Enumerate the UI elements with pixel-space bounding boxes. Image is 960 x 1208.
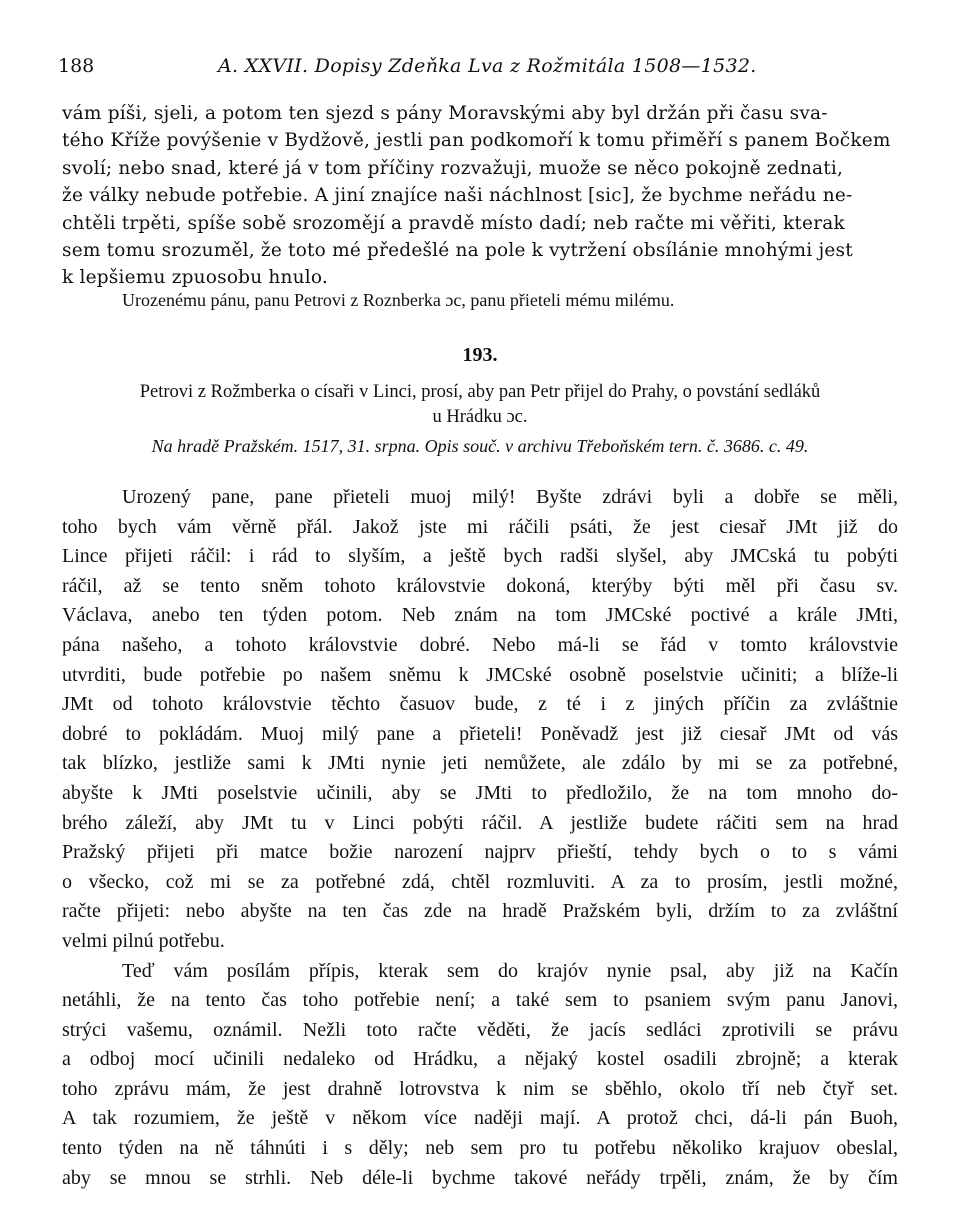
intro-paragraph	[62, 100, 898, 292]
text-line: Teď vám posílám přípis, kterak sem do krajóv nynie psal, aby již na Kačín	[122, 959, 898, 982]
text-line: tento týden na ně táhnúti i s děly; neb sem pro tu potřebu několiko krajuov obeslal,	[62, 1137, 898, 1160]
document-summary	[60, 380, 900, 430]
text-line: velmi pilnú potřebu.	[62, 929, 225, 952]
text-line: svolí; nebo snad, které já v tom příčiny rozvažuji, muože se něco pokojně zednati,	[62, 157, 844, 179]
text-line: strýci vašemu, oznámil. Nežli toto račte věděti, že jacís sedláci zprotivili se právu	[62, 1018, 898, 1041]
text-line: vám píši, sjeli, a potom ten sjezd s pány Moravskými aby byl držán při času sva-	[62, 103, 828, 124]
text-line: abyšte k JMti poselstvie učinili, aby se JMti to předložilo, že na tom mnoho do-	[62, 781, 898, 804]
text-line: Lince přijeti ráčil: i rád to slyším, a ještě bych radši slyšel, aby JMCská tu pobýti	[62, 545, 898, 568]
text-line: sem tomu srozuměl, že toto mé předešlé na pole k vytržení obsílánie mnohými jest	[62, 240, 853, 262]
text-line: Václava, anebo ten týden potom. Neb znám na tom JMCské poctivé a krále JMti,	[62, 604, 898, 627]
text-line: aby se mnou se strhli. Neb déle-li bychme takové neřády trpěli, znám, že by čím	[62, 1166, 898, 1189]
text-line: Pražský přijeti při matce božie narození najprv přieští, tehdy bych o to s vámi	[62, 841, 898, 864]
text-line: k lepšiemu zpuosobu hnulo.	[62, 267, 328, 289]
page-header	[58, 55, 900, 85]
document-number: 193.	[462, 344, 498, 366]
summary-line: u Hrádku ɔc.	[432, 407, 528, 427]
source-citation: Na hradě Pražském. 1517, 31. srpna. Opis souč. v archivu Třeboňském tern. č. 3686. c. 49.	[151, 436, 809, 456]
text-line: a odboj mocí učinili nedaleko od Hrádku, a nějaký kostel osadili zbrojně; a kterak	[62, 1048, 898, 1071]
text-line: Urozený pane, pane přieteli muoj milý! Byšte zdrávi byli a dobře se měli,	[122, 486, 898, 508]
text-line: chtěli trpěti, spíše sobě srozomějí a pravdě místo dadí; neb račte mi věřiti, kterak	[62, 212, 845, 234]
text-line: tého Kříže povýšenie v Bydžově, jestli pan podkomoří k tomu přiměří s panem Bočkem	[62, 130, 891, 152]
letter-body	[62, 483, 898, 1193]
text-line: utvrditi, bude potřebie po našem sněmu k JMCské osobně poselstvie učiniti; a blíže-li	[62, 663, 898, 686]
text-line: pána našeho, a tohoto královstvie dobré. Nebo má-li se řád v tomto královstvie	[62, 633, 898, 656]
text-line: netáhli, že na tento čas toho potřebie není; a také sem to psaniem svým panu Janovi,	[62, 989, 898, 1012]
text-line: že války nebude potřebie. A jiní znajíce naši náchlnost [sic], že bychme neřádu ne-	[62, 185, 853, 207]
text-line: o všecko, což mi se za potřebné zdá, chtěl rozmluviti. A za to prosím, jestli možné,	[62, 870, 898, 893]
text-line: toho zprávu mám, že jest drahně lotrovstva k nim se sběhlo, okolo tří neb čtyř set.	[62, 1077, 898, 1100]
text-line: toho bych vám věrně přál. Jakož jste mi ráčili psáti, že jest ciesař JMt již do	[62, 515, 898, 538]
text-line: ráčil, až se tento sněm tohoto královstvie dokoná, kterýby býti měl při času sv.	[62, 574, 898, 597]
text-line: dobré to pokládám. Muoj milý pane a přieteli! Poněvadž jest již ciesař JMt od vás	[62, 722, 898, 745]
summary-line: Petrovi z Rožmberka o císaři v Linci, prosí, aby pan Petr přijel do Prahy, o povstání sedláků	[139, 382, 821, 402]
letter-address: Urozenému pánu, panu Petrovi z Roznberka ɔc, panu přieteli mému milému.	[122, 290, 675, 310]
running-title: A. XXVII. Dopisy Zdeňka Lva z Rožmitála 1508—1532.	[218, 55, 757, 77]
text-line: A tak rozumiem, že ještě v někom více naději mají. A protož chci, dá-li pán Buoh,	[62, 1107, 898, 1130]
text-line: JMt od tohoto královstvie těchto časuov bude, z té i z jiných příčin za zvláštnie	[62, 693, 898, 716]
text-line: tak blízko, jestliže sami k JMti nynie jeti nemůžete, ale zdálo by mi se za potřebné,	[62, 752, 898, 775]
text-line: brého záleží, aby JMt tu v Linci pobýti ráčil. A jestliže budete ráčiti sem na hrad	[62, 811, 898, 834]
text-line: račte přijeti: nebo abyšte na ten čas zde na hradě Pražském byli, držím to za zvláštní	[62, 900, 898, 923]
page-number: 188	[58, 55, 95, 77]
